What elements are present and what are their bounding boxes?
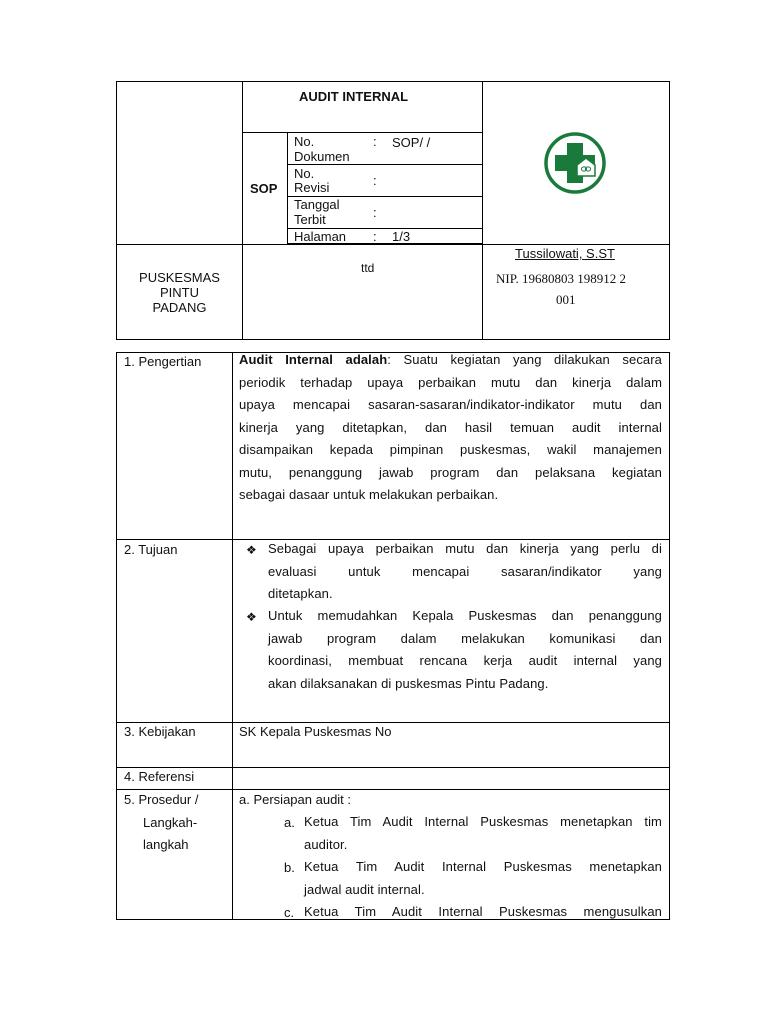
- pengertian-term: Audit Internal adalah: [239, 352, 388, 367]
- text-line: evaluasi untuk mencapai sasaran/indikator yang: [268, 563, 662, 579]
- sop-label: SOP: [250, 181, 278, 196]
- tujuan-item: [268, 605, 662, 695]
- section-label-referensi: 4. Referensi: [124, 769, 195, 784]
- prosedur-step: [304, 856, 662, 901]
- field-label: Halaman: [294, 229, 347, 244]
- section-label-prosedur: 5. Prosedur /: [124, 792, 199, 807]
- text-line: : Suatu kegiatan yang dilakukan secara: [387, 352, 663, 367]
- border: [482, 81, 483, 340]
- field-colon: :: [373, 173, 377, 188]
- prosedur-heading: a. Persiapan audit :: [239, 792, 352, 807]
- signature-text: ttd: [361, 261, 375, 275]
- text-line: Ketua Tim Audit Internal Puskesmas menetapkan tim: [304, 814, 662, 829]
- prosedur-step: [304, 811, 662, 856]
- field-label: Revisi: [294, 180, 330, 195]
- signer-nip: NIP. 19680803 198912 2: [496, 271, 627, 286]
- section-label-prosedur: Langkah-: [143, 815, 198, 830]
- diamond-bullet-icon: ❖: [246, 543, 257, 557]
- field-colon: :: [373, 205, 377, 220]
- section-label-tujuan: 2. Tujuan: [124, 542, 178, 557]
- text-line: sebagai dasaar untuk melakukan perbaikan.: [239, 487, 499, 502]
- text-line: jawab program dalam melakukan komunikasi dan: [268, 630, 662, 646]
- section-label-kebijakan: 3. Kebijakan: [124, 724, 196, 739]
- org-name: PINTU: [160, 285, 199, 300]
- step-marker: c.: [284, 905, 295, 920]
- text-line: ditetapkan.: [268, 586, 333, 601]
- border: [287, 164, 483, 165]
- border: [116, 789, 670, 790]
- field-label: Tanggal: [294, 197, 340, 212]
- step-marker: b.: [284, 860, 295, 875]
- border: [232, 352, 233, 920]
- border: [116, 767, 670, 768]
- text-line: Untuk memudahkan Kepala Puskesmas dan penanggung: [268, 608, 662, 623]
- text-line: Sebagai upaya perbaikan mutu dan kinerja yang perlu di: [268, 541, 662, 556]
- field-colon: :: [373, 229, 377, 244]
- text-line: jadwal audit internal.: [304, 881, 425, 897]
- field-label: No.: [294, 166, 315, 181]
- diamond-bullet-icon: ❖: [246, 610, 257, 624]
- pengertian-text: [239, 349, 662, 507]
- document-title: AUDIT INTERNAL: [299, 89, 409, 104]
- border: [116, 244, 670, 245]
- org-name: PADANG: [152, 300, 207, 315]
- org-name: PUSKESMAS: [139, 270, 220, 285]
- border: [669, 352, 670, 920]
- step-marker: a.: [284, 815, 295, 830]
- kebijakan-value: SK Kepala Puskesmas No: [239, 724, 392, 739]
- text-line: Ketua Tim Audit Internal Puskesmas mengusulkan: [304, 904, 662, 919]
- kemenkes-logo-icon: [543, 131, 607, 195]
- border: [242, 132, 483, 133]
- text-line: Ketua Tim Audit Internal Puskesmas menetapkan: [304, 859, 662, 874]
- field-value: 1/3: [392, 229, 411, 244]
- prosedur-step: [304, 901, 662, 924]
- border: [242, 81, 243, 340]
- text-line: disampaikan kepada pimpinan puskesmas, wakil manajemen: [239, 442, 662, 457]
- signer-name: Tussilowati, S.ST: [515, 246, 615, 261]
- border: [116, 352, 117, 920]
- field-label: No.: [294, 134, 315, 149]
- border: [116, 81, 670, 82]
- text-line: koordinasi, membuat rencana kerja audit internal yang: [268, 653, 662, 668]
- border: [116, 722, 670, 723]
- text-line: periodik terhadap upaya perbaikan mutu dan kinerja dalam: [239, 374, 662, 390]
- text-line: kinerja yang ditetapkan, dan hasil temuan audit internal: [239, 419, 662, 435]
- text-line: auditor.: [304, 836, 348, 852]
- signer-nip: 001: [556, 292, 576, 307]
- field-colon: :: [373, 134, 377, 149]
- section-label-prosedur: langkah: [143, 837, 189, 852]
- text-line: mutu, penanggung jawab program dan pelaksana kegiatan: [239, 464, 662, 480]
- section-label-pengertian: 1. Pengertian: [124, 354, 202, 369]
- border: [116, 339, 670, 340]
- text-line: upaya mencapai sasaran-sasaran/indikator-indikator mutu dan: [239, 397, 662, 412]
- field-label: Dokumen: [294, 149, 350, 164]
- tujuan-item: [268, 538, 662, 606]
- field-value: SOP/ /: [392, 135, 431, 150]
- field-label: Terbit: [294, 212, 326, 227]
- border: [669, 81, 670, 340]
- text-line: akan dilaksanakan di puskesmas Pintu Padang.: [268, 675, 549, 691]
